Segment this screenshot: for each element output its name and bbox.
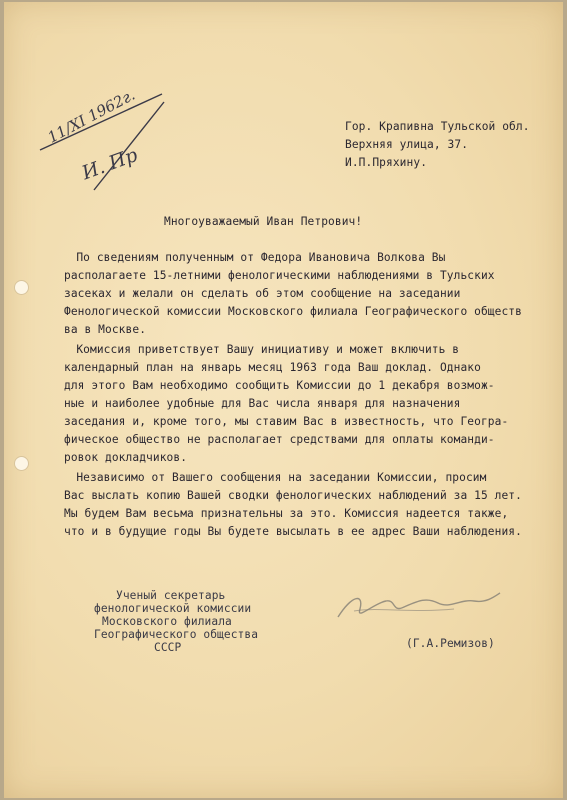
body-line: фическое общество не располагает средствами для оплаты команди-	[64, 433, 495, 446]
signatory-title-line: Ученый секретарь	[116, 589, 226, 602]
body-line: ные и наиболее удобные для Вас числа января для назначения	[64, 397, 461, 410]
signatory-title-line: фенологической комиссии	[94, 602, 252, 615]
body-line: заседания и, кроме того, мы ставим Вас в известность, что Геогра-	[64, 415, 509, 428]
body-line: Фенологической комиссии Московского филиала Географического обществ	[64, 305, 522, 318]
body-line: Комиссия приветствует Вашу инициативу и может включить в	[49, 343, 460, 356]
address-line-1: Гор. Крапивна Тульской обл.	[345, 120, 530, 133]
annotation-initials: И. Пр	[79, 144, 141, 185]
address-line-3: И.П.Пряхину.	[345, 156, 428, 169]
signatory-name: (Г.А.Ремизов)	[406, 637, 495, 650]
signatory-title-line: Географического общества	[94, 628, 259, 641]
handwritten-annotation	[34, 72, 174, 192]
address-line-2: Верхняя улица, 37.	[345, 138, 469, 151]
body-line: По сведениям полученным от Федора Ивановича Волкова Вы	[49, 251, 446, 264]
body-line: располагаете 15-летними фенологическими наблюдениями в Тульских	[64, 269, 495, 282]
signatory-title-line: Московского филиала	[102, 615, 232, 628]
body-line: засеках и желали он сделать об этом сообщение на заседании	[64, 287, 461, 300]
punch-hole-bottom	[14, 456, 29, 471]
greeting: Многоуважаемый Иван Петрович!	[164, 215, 363, 228]
body-line: Мы будем Вам весьма признательны за это. Комиссия надеется также,	[64, 507, 509, 520]
body-line: календарный план на январь месяц 1963 года Ваш доклад. Однако	[64, 361, 481, 374]
handwritten-signature	[334, 587, 504, 627]
body-line: что и в будущие годы Вы будете высылать в ее адрес Ваши наблюдения.	[64, 525, 522, 538]
body-line: для этого Вам необходимо сообщить Комиссии до 1 декабря возмож-	[64, 379, 495, 392]
body-line: ровок докладчиков.	[64, 451, 188, 464]
annotation-date: 11/XI 1962г.	[44, 85, 138, 147]
punch-hole-top	[14, 280, 29, 295]
signatory-title-line: СССР	[154, 641, 182, 654]
letter-page	[4, 2, 563, 798]
body-line: Вас выслать копию Вашей сводки фенологических наблюдений за 15 лет.	[64, 489, 522, 502]
body-line: ва в Москве.	[64, 323, 147, 336]
body-line: Независимо от Вашего сообщения на заседании Комиссии, просим	[49, 471, 487, 484]
